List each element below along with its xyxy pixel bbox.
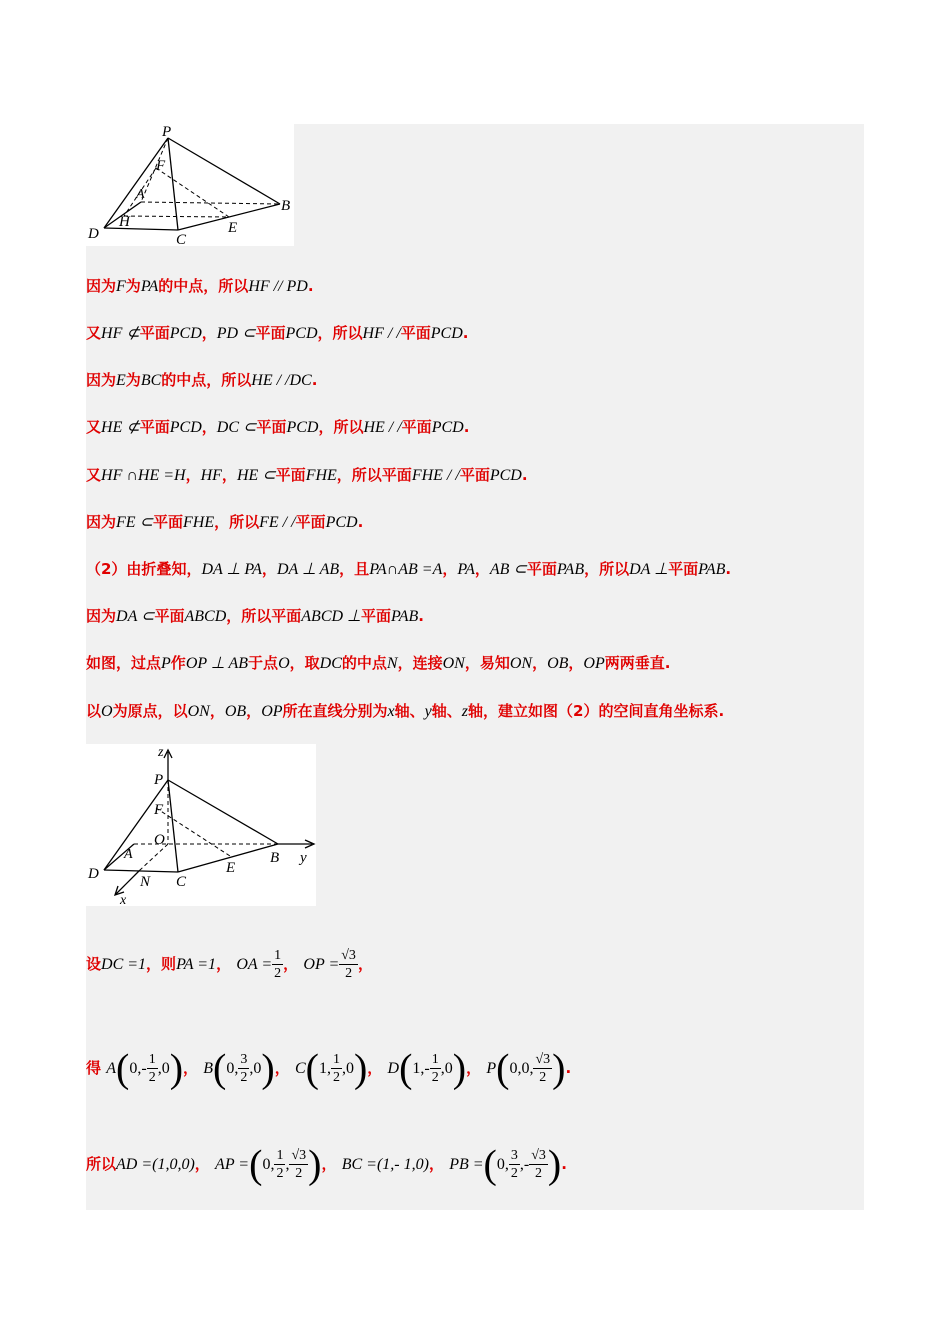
label-O: O: [154, 832, 165, 848]
proof-line-7: （2）由折叠知，DA ⊥ PA，DA ⊥ AB，且PA∩AB =A，PA，AB ⊂平面PAB，所以DA ⊥平面PAB.: [86, 560, 732, 578]
label-P: P: [154, 772, 164, 788]
label-E: E: [226, 860, 236, 876]
proof-line-6: 因为FE ⊂平面FHE，所以FE / /平面PCD.: [86, 513, 364, 531]
label-B: B: [270, 850, 280, 866]
label-E: E: [228, 220, 238, 236]
label-N: N: [140, 874, 151, 890]
setup-line: 设DC =1，则PA =1， OA = $\frac{1}{2}$ ， OP = $\frac{√3}{2}$ ，: [86, 948, 373, 981]
label-H: H: [119, 214, 130, 230]
fraction: $\frac{√3}{2}$: [341, 948, 356, 981]
axis-label-z: z: [158, 745, 164, 760]
vectors-line: 所以AD =(1,0,0)， AP =(0, $\frac{1}{2}$ , $\frac{√3}{2}$ )， BC =(1,- 1,0)， PB =(0, $\frac{3}{2}$ ,- $\frac{√3}{2}$ ).: [86, 1141, 567, 1187]
label-A: A: [124, 847, 133, 862]
proof-line-10: 以O为原点，以ON，OB，OP所在直线分别为x轴、y轴、z轴，建立如图（2）的空间直角坐标系.: [86, 702, 725, 720]
proof-line-5: 又HF ∩HE =H，HF，HE ⊂平面FHE，所以平面FHE / /平面PCD.: [86, 466, 528, 484]
proof-line-4: 又HE ⊄平面PCD，DC ⊂平面PCD，所以HE / /平面PCD.: [86, 418, 470, 436]
axis-label-y: y: [300, 850, 307, 866]
label-C: C: [176, 232, 187, 246]
proof-line-3: 因为E为BC的中点，所以HE / /DC.: [86, 371, 318, 389]
label-A: A: [136, 187, 145, 202]
axis-label-x: x: [120, 893, 127, 906]
label-F: F: [154, 802, 164, 818]
label-C: C: [176, 874, 187, 890]
label-B: B: [281, 198, 291, 214]
coordinates-line: 得 A(0,- $\frac{1}{2}$ ,0)， B(0, $\frac{3}{2}$ ,0)， C(1, $\frac{1}{2}$ ,0)， D(1,- $\frac{1}{2}$ ,0)， P(0,0, $\frac{√3}{2}$ ).: [86, 1045, 572, 1091]
proof-line-2: 又HF ⊄平面PCD，PD ⊂平面PCD，所以HF / /平面PCD.: [86, 324, 469, 342]
proof-line-8: 因为DA ⊂平面ABCD，所以平面ABCD ⊥平面PAB.: [86, 607, 424, 625]
coordinate-figure-2: [86, 744, 316, 906]
label-P: P: [162, 124, 172, 140]
proof-line-9: 如图，过点P作OP ⊥ AB于点O，取DC的中点N，连接ON，易知ON，OB，OP两两垂直.: [86, 654, 671, 672]
label-F: F: [156, 158, 166, 174]
proof-line-1: 因为F为PA的中点，所以HF // PD.: [86, 277, 314, 295]
label-D: D: [88, 866, 99, 882]
label-D: D: [88, 226, 99, 242]
fraction: $\frac{1}{2}$: [274, 948, 282, 981]
pyramid-figure-1: [86, 124, 294, 246]
